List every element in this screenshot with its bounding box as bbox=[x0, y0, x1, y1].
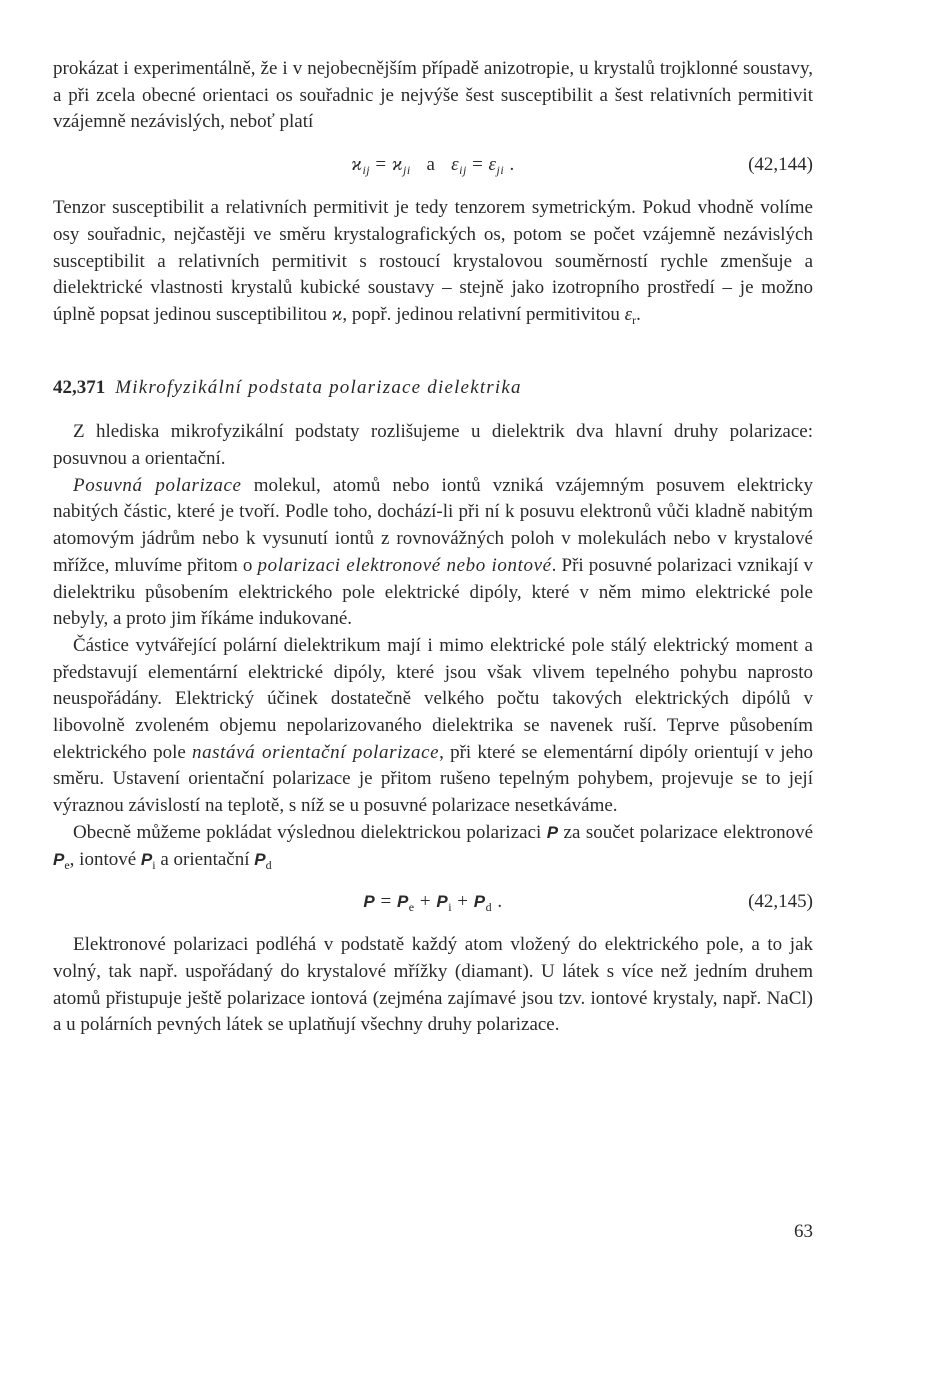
equation-number: (42,144) bbox=[748, 154, 813, 176]
subscript: d bbox=[265, 857, 272, 872]
equation-42-145 bbox=[53, 889, 813, 916]
emphasis: nastává orientační polarizace bbox=[191, 741, 440, 763]
equals-sign: = bbox=[466, 154, 489, 176]
kappa-symbol: ϰ bbox=[351, 154, 363, 176]
vector-Pe: P bbox=[396, 892, 409, 912]
vector-Pd: P bbox=[254, 849, 266, 869]
vector-Pi: P bbox=[436, 892, 449, 912]
text-run: za součet polarizace elektronové bbox=[558, 821, 814, 843]
subscript: e bbox=[64, 857, 70, 872]
paragraph-polarization-types: Z hlediska mikrofyzikální podstaty rozlišujeme u dielektrik dva hlavní druhy polarizace: posuvnou a orientační. bbox=[53, 421, 813, 470]
equals-sign: = bbox=[370, 154, 392, 176]
vector-P: P bbox=[546, 822, 559, 842]
page-number: 63 bbox=[794, 1221, 813, 1242]
subscript: ji bbox=[496, 163, 505, 178]
plus-sign: + bbox=[452, 891, 474, 913]
emphasis: Posuvná polarizace bbox=[73, 474, 242, 496]
page-content bbox=[53, 56, 813, 1039]
vector-Pi: P bbox=[140, 849, 153, 869]
plus-sign: + bbox=[414, 891, 437, 913]
subscript: ij bbox=[459, 163, 467, 178]
text-run: . bbox=[636, 303, 641, 325]
text-run: Částice vytvářející polární dielektrikum mají i mimo elektrické pole stálý elektrický moment a představují elementární elektrické dipóly, které jsou však vlivem tepelného pohybu naprosto neuspořádány. Elektrický účinek dostatečně velkého počtu takových elektrických dipólů v libovolně zvoleném objemu nepolarizovaného dielektrika se navenek ruší. Teprve působením elektrického pole bbox=[53, 634, 813, 763]
equation-42-144 bbox=[53, 152, 813, 179]
section-title: Mikrofyzikální podstata polarizace dielektrika bbox=[115, 376, 522, 398]
text-run: , při které se elementární dipóly orientují v jeho směru. Ustavení orientační polarizace je přitom rušeno tepelným pohybem, projevuje se to její výraznou závislostí na teplotě, s níž se u posuvné polarizace nesetkáváme. bbox=[53, 741, 814, 817]
vector-P: P bbox=[363, 892, 376, 912]
text-run: Tenzor susceptibilit a relativních permitivit je tedy tenzorem symetrickým. Pokud vhodně volíme osy souřadnic, nejčastěji ve směru krystalografických os, potom se počet vzájemně nezávislých susceptibilit a relativních permitivit s rostoucí krystalovou souměrností rychle zmenšuje a dielektrické vlastnosti krystalů kubické soustavy – stejně jako izotropního prostředí – je možno úplně popsat jedinou susceptibilitou bbox=[53, 197, 813, 325]
subscript: r bbox=[632, 312, 637, 327]
text-run: , iontové bbox=[69, 848, 141, 870]
period: . bbox=[492, 891, 503, 913]
equation-formula bbox=[351, 152, 514, 179]
equals-sign: = bbox=[375, 891, 397, 913]
paragraph-electronic-polarization: Elektronové polarizaci podléhá v podstatě každý atom vložený do elektrického pole, a to jak volný, tak např. uspořádaný do krystalové mřížky (diamant). U látek s více než jedním druhem atomů přistupuje ještě polarizace iontová (zejména zajímavé jsou tzv. iontové krystaly, např. NaCl) a u polárních pevných látek se uplatňují všechny druhy polarizace. bbox=[53, 934, 813, 1036]
subscript: d bbox=[485, 900, 493, 915]
subscript: ij bbox=[362, 163, 371, 178]
subscript: i bbox=[448, 900, 453, 915]
text-run: , popř. jedinou relativní permitivitou bbox=[342, 303, 625, 325]
vector-Pe: P bbox=[53, 849, 65, 869]
period: . bbox=[504, 154, 515, 176]
text-run: molekul, atomů nebo iontů vzniká vzájemným posuvem elektricky nabitých částic, které je tvoří. Podle toho, dochází-li při ní k posuvu elektronů vůči kladně nabitým atomovým jádrům nebo k vysunutí iontů z rovnovážných poloh v molekulách nebo v krystalové mřížce, mluvíme přitom o bbox=[53, 474, 813, 576]
text-run: . Při posuvné polarizaci vznikají v dielektriku působením elektrického pole elektrické dipóly, které v něm mimo elektrické pole nebyly, a proto jim říkáme indukované. bbox=[53, 554, 814, 630]
section-heading bbox=[53, 375, 813, 402]
kappa-symbol: ϰ bbox=[391, 154, 404, 176]
text-run: Obecně můžeme pokládat výslednou dielektrickou polarizaci bbox=[73, 821, 547, 843]
paragraph-orientation-polarization bbox=[53, 633, 813, 820]
paragraph-tensor bbox=[53, 195, 813, 329]
epsilon-symbol: ε bbox=[624, 303, 633, 325]
subscript: e bbox=[408, 900, 415, 915]
subscript: i bbox=[152, 857, 156, 872]
section-number: 42,371 bbox=[53, 376, 106, 398]
text-run: a orientační bbox=[155, 848, 255, 870]
kappa-symbol: ϰ bbox=[331, 303, 343, 325]
equation-number: (42,145) bbox=[748, 891, 813, 913]
emphasis: polarizaci elektronové nebo iontové bbox=[257, 554, 552, 576]
paragraph-intro: prokázat i experimentálně, že i v nejobecnějším případě anizotropie, u krystalů trojklonné soustavy, a při zcela obecné orientaci os souřadnic je nejvýše šest susceptibilit a šest relativních permitivit vzájemně nezávislých, neboť platí bbox=[53, 58, 813, 133]
paragraph-total-polarization bbox=[53, 820, 813, 873]
conjunction: a bbox=[410, 154, 452, 176]
vector-Pd: P bbox=[473, 892, 486, 912]
paragraph-displacement-polarization bbox=[53, 473, 813, 633]
subscript: ji bbox=[403, 163, 411, 178]
epsilon-symbol: ε bbox=[488, 154, 497, 176]
epsilon-symbol: ε bbox=[451, 154, 460, 176]
equation-formula bbox=[363, 889, 502, 916]
